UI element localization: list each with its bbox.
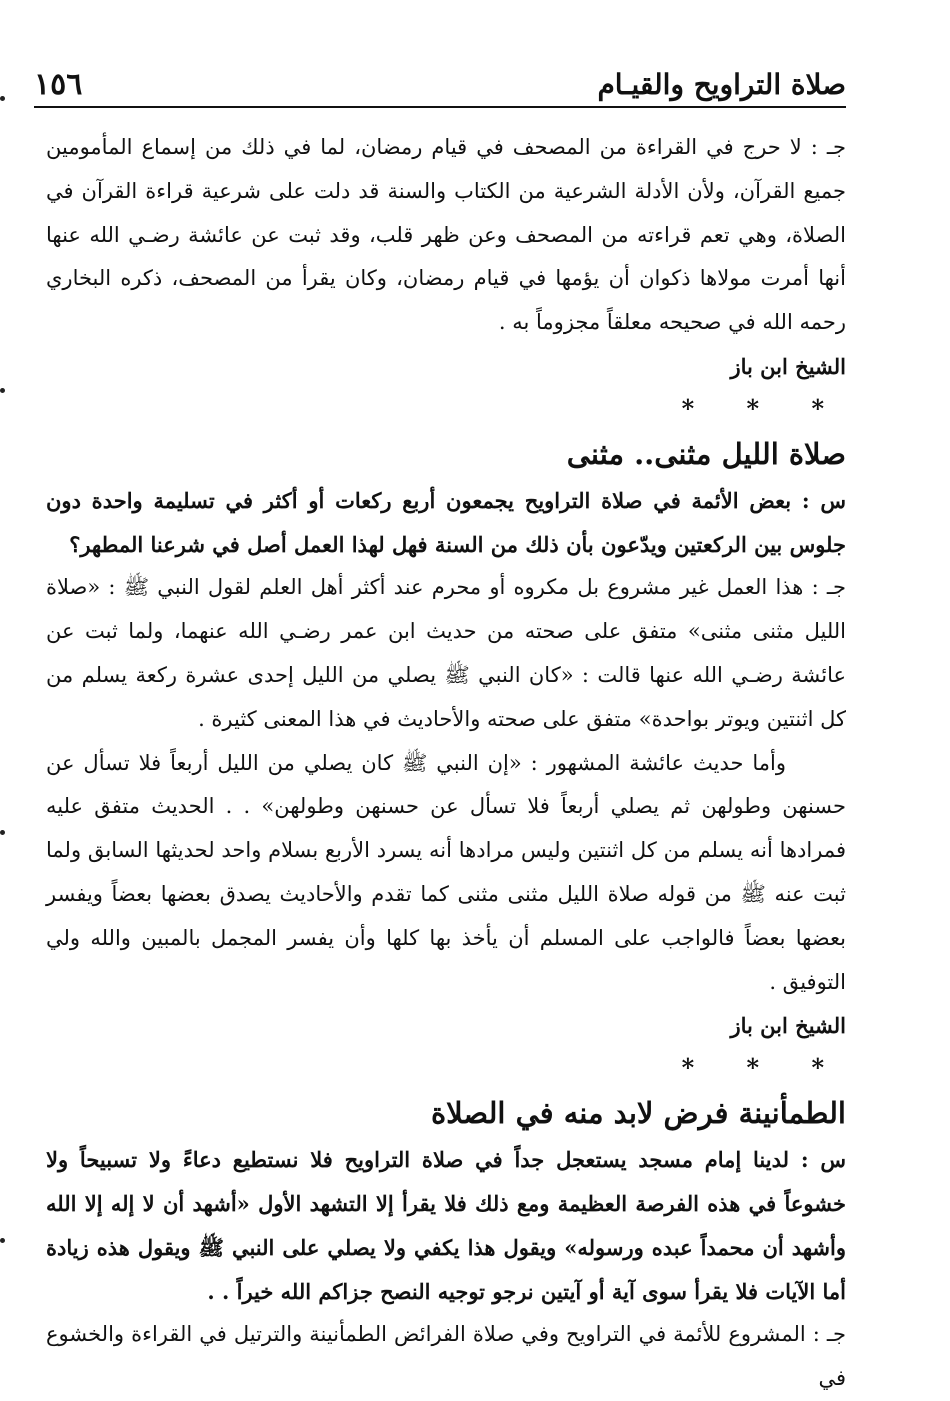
- scan-margin-dot: [0, 1238, 5, 1243]
- signature-ibn-baz: الشيخ ابن باز: [730, 353, 846, 379]
- question-paragraph-tranquility: س : لدينا إمام مسجد يستعجل جداً في صلاة التراويح فلا نستطيع دعاءً ولا تسبيحاً ولا خشوعاً في هذه الفرصة العظيمة ومع ذلك فلا يقرأ إلا التشهد الأول «أشهد أن لا إله إلا الله وأشهد أن محمداً عبده ورسوله» ويقول هذا يكفي ولا يصلي على النبي ﷺ ويقول هذه زيادة أما الآيات فلا يقرأ سوى آية أو آيتين نرجو توجيه النصح جزاكم الله خيراً . .: [46, 1147, 846, 1304]
- scan-margin-dot: [0, 388, 5, 393]
- scan-margin-dot: [0, 96, 5, 101]
- answer-paragraph-tranquility: جـ : المشروع للأئمة في التراويح وفي صلاة الفرائض الطمأنينة والترتيل في القراءة والخشوع في: [46, 1322, 846, 1391]
- question-paragraph-night-prayer: س : بعض الأئمة في صلاة التراويح يجمعون أربع ركعات أو أكثر في تسليمة واحدة دون جلوس بين الركعتين ويدّعون بأن ذلك من السنة فهل لهذا العمل أصل في شرعنا المطهر؟: [46, 487, 846, 557]
- running-title: صلاة التراويح والقيـام: [597, 67, 846, 101]
- answer-paragraph-night-prayer: جـ : هذا العمل غير مشروع بل مكروه أو محرم عند أكثر أهل العلم لقول النبي ﷺ : «صلاة الليل مثنى مثنى» متفق على صحته من حديث ابن عمر رضـي الله عنهما، ولما ثبت عن عائشة رضـي الله عنها قالت : «كان النبي ﷺ يصلي من الليل إحدى عشرة ركعة يسلم من كل اثنتين ويوتر بواحدة» متفق على صحته والأحاديث في هذا المعنى كثيرة .: [46, 575, 846, 731]
- page-body: [46, 126, 846, 1401]
- page-number: ١٥٦: [34, 66, 83, 102]
- answer-paragraph-reading-from-mushaf: جـ : لا حرج في القراءة من المصحف في قيام رمضان، لما في ذلك من إسماع المأمومين جميع القرآن، ولأن الأدلة الشرعية من الكتاب والسنة قد دلت على شرعية قراءة القرآن في الصلاة، وهي تعم قراءته من المصحف وعن ظهر قلب، وقد ثبت عن عائشة رضـي الله عنها أنها أمرت مولاها ذكوان أن يؤمها في قيام رمضان، وكان يقرأ من المصحف، ذكره البخاري رحمه الله في صحيحه معلقاً مجزوماً به .: [46, 135, 846, 335]
- page-header: [34, 62, 846, 108]
- section-title-tranquility: الطمأنينة فرض لابد منه في الصلاة: [430, 1096, 846, 1131]
- section-title-night-prayer: صلاة الليل مثنى.. مثنى: [566, 436, 846, 471]
- paragraph-aisha-hadith: وأما حديث عائشة المشهور : «إن النبي ﷺ كان يصلي من الليل أربعاً فلا تسأل عن حسنهن وطولهن ثم يصلي أربعاً فلا تسأل عن حسنهن وطولهن» . . الحديث متفق عليه فمرادها أنه يسلم من كل اثنتين وليس مرادها أنه يسرد الأربع بسلام واحد لحديثها السابق ولما ثبت عنه ﷺ من قوله صلاة الليل مثنى مثنى كما تقدم والأحاديث يصدق بعضها بعضاً ويفسر بعضها بعضاً فالواجب على المسلم أن يأخذ بها كلها وأن يفسر المجمل بالمبين والله ولي التوفيق .: [46, 750, 846, 994]
- section-separator: * * *: [681, 393, 846, 423]
- signature-ibn-baz: الشيخ ابن باز: [730, 1013, 846, 1039]
- section-separator: * * *: [681, 1053, 846, 1083]
- scan-margin-dot: [0, 830, 5, 835]
